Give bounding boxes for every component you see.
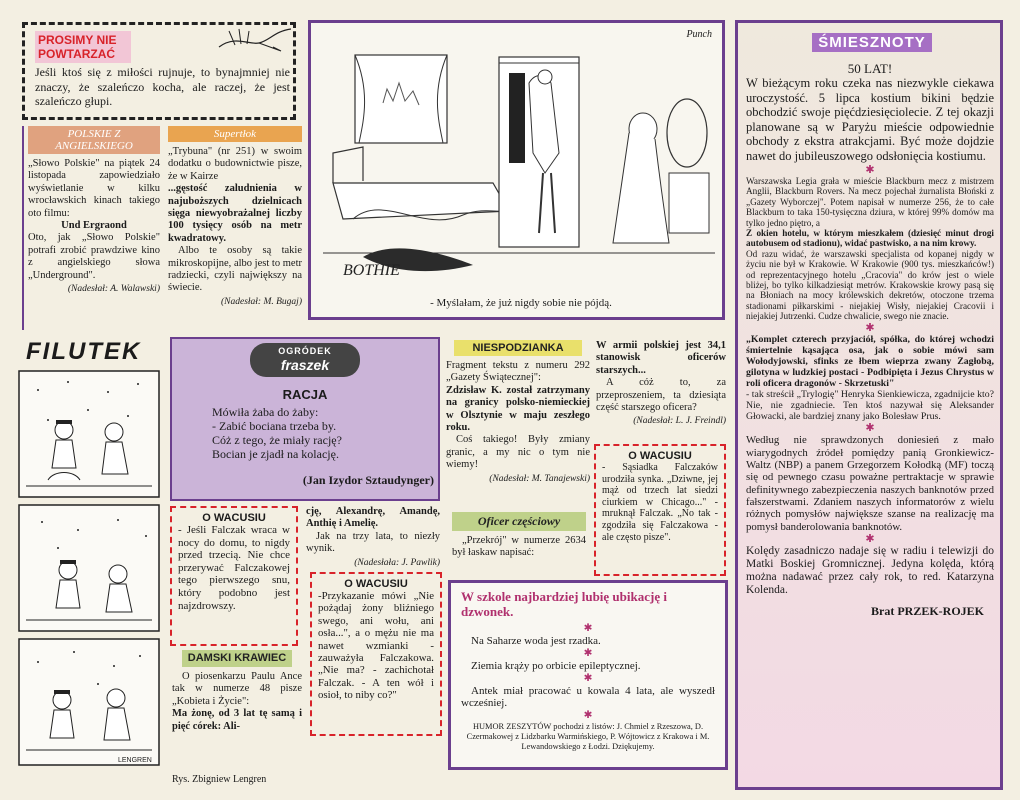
- filutek-panel-2: [18, 504, 160, 632]
- poem-line: Cóż z tego, że miały rację?: [212, 433, 342, 447]
- filutek-panel-3: [18, 638, 160, 766]
- niespodzianka-text1: Fragment tekstu z numeru 292 „Gazety Świątecznej":: [446, 360, 590, 384]
- supertlok-text2: Albo te osoby są takie mikroskopijne, albo jest to metr radziecki, czyli największy na świecie.: [168, 245, 302, 294]
- polskie-column: [22, 126, 160, 330]
- filutek-artist-sig: LENGREN: [118, 757, 152, 764]
- oficer-title: Oficer częściowy: [452, 512, 586, 531]
- supertlok-title: Supertłok: [168, 126, 302, 142]
- szkola-item: Ziemia krąży po orbicie epileptycznej.: [471, 660, 641, 673]
- bird-illustration-icon: [215, 25, 295, 59]
- polskie-title: POLSKIE Z ANGIELSKIEGO: [28, 126, 160, 154]
- supertlok-column: [168, 126, 302, 332]
- smiesznoty-star-3: ✱: [865, 422, 875, 435]
- cartoon-illustration: [323, 43, 715, 283]
- ogrodek-author: (Jan Izydor Sztaudynger): [302, 473, 434, 487]
- smiesznoty-p1: W bieżącym roku czeka nas niezwykle ciekawa uroczystość. 5 lipca kostium bikini będzie obchodzić swoje pięćdziesięciolecie. Z tej okazji planowane są w Paryżu mieście odpowiednie obchody z ekstra atrakcjami. Być może dojdzie nawet do jubileuszowego odsłonięcia kostiumu.: [746, 76, 994, 163]
- poem-line: Mówiła żaba do żaby:: [212, 405, 319, 419]
- szkola-item: Na Saharze woda jest rzadka.: [471, 635, 601, 648]
- szkola-star: ✱: [583, 709, 593, 721]
- wacusiu-a-text: - Sąsiadka Falczaków urodziła synka. „Dziwne, jej mąż od trzech lat siedzi ciurkiem w Chicago..." - mruknął Falczak. „No tak - zgodziła się Falczakowa - ale często pisze".: [602, 462, 718, 543]
- smiesznoty-p3: - tak streścił „Trylogię" Henryka Sienkiewicza, zgadnijcie kto? Nie, nie zgadniecie. Ten ktoś nazywał się Aleksander Głowacki, ale bardziej znany jako Bolesław Prus.: [746, 389, 994, 423]
- anance-text2: Jak na trzy lata, to niezły wynik.: [306, 530, 440, 555]
- niespodzianka-sig: (Nadesłał: M. Tanajewski): [489, 473, 590, 484]
- niespodzianka-bold: Zdzisław K. został zatrzymany na granicy polsko-niemieckiej w Olsztynie w maju zeszłego roku.: [446, 384, 590, 434]
- wacusiu-b-box: [170, 506, 298, 646]
- supertlok-bold: ...gęstość zaludnienia w najuboższych dzielnicach sięga niewyobrażalnej liczby 100 tysięcy osób na metr kwadratowy.: [168, 183, 302, 244]
- cartoon-signature: BOTHIE: [343, 262, 400, 279]
- szkola-footer: HUMOR ZESZYTÓW pochodzi z listów: J. Chmiel z Rzeszowa, D. Czermakowej z Lidzbarku Warmińskiego, P. Wójtowicz z Krakowa i M. Lewandowskiego z Łodzi. Dziękujemy.: [466, 722, 710, 751]
- wacusiu-b-text: - Jeśli Falczak wraca w nocy do domu, to nigdy przed trzecią. Nie chce przerywać Falczakowej tego pierwszego snu, który podobno jest najzdrowszy.: [178, 524, 290, 612]
- niespodzianka-text2: Coś takiego! Były zmiany granic, a my nic o tym nie wiemy!: [446, 434, 590, 471]
- szkola-star: ✱: [583, 647, 593, 659]
- szkola-star: ✱: [583, 623, 593, 634]
- polskie-text1: „Słowo Polskie" na piątek 24 listopada zapowiedziało wyświetlanie w kilku wrocławskich kinach takiego oto filmu:: [28, 158, 160, 219]
- cartoon-frame: [308, 20, 725, 320]
- polskie-sig: (Nadesłał: A. Walawski): [67, 284, 160, 295]
- cartoon-caption: - Myślałam, że już nigdy sobie nie pójdą.: [430, 297, 612, 309]
- poem-line: Bocian je zjadł na kolację.: [212, 447, 339, 461]
- smiesznoty-star-1: ✱: [865, 163, 875, 176]
- smiesznoty-title: ŚMIESZNOTY: [812, 33, 932, 52]
- oficer-text: „Przekrój" w numerze 2634 był łaskaw napisać:: [452, 535, 586, 559]
- smiesznoty-p2-end: Od razu widać, że warszawski specjalista od kopanej nigdy w życiu nie był w Krakowie. W Krakowie (900 tys. mieszkańców!) od reprezentacyjnego hotelu „Cracovia" do krów jest o wiele bliżej, bo tylko kilkadziesiąt metrów. Krakowskie krowy pasą się na Błoniach na mocy królewskich dekretów, otoczone trzema stadionami piłkarskimi - niejakiej Wisły, niejakiej Cracovii i niejakiej Jutrzenki. Cudze chwalicie, swego nie znacie.: [746, 248, 994, 322]
- wacusiu-c-text: -Przykazanie mówi „Nie pożądaj żony bliźniego swego, ani wołu, ani osła...", a o mężu nie ma nawet wzmianki - zauważyła Falczakowa. „Nie ma? - zachichotał Falczak. - A ten wół i osioł, to niby co?": [318, 590, 434, 702]
- szkola-star: ✱: [583, 672, 593, 684]
- anance-text: cję, Alexandrę, Amandę, Anthię i Amelię.: [306, 506, 440, 530]
- polskie-film: Und Ergraond: [61, 220, 127, 232]
- smiesznoty-p3-bold: „Komplet czterech przyjaciół, spółka, do której wchodzi śmiertelnie kąsająca osa, jak o sobie mówi sam Wołodyjowski, sfinks ze łbem wieprza zwany Zagłobą, gilotyna w ludzkiej postaci - Podbipięta i Jezus Chrystus w roli oficera dragonów - Skrzetuski": [746, 334, 994, 390]
- smiesznoty-star-4: ✱: [865, 532, 875, 545]
- ogrodek-badge: [250, 343, 360, 377]
- oficer-column: [452, 512, 586, 572]
- smiesznoty-p4: Według nie sprawdzonych doniesień z mało wiarygodnych źródeł pomiędzy panią Gronkiewicz-Waltz (NBP) a panem Grzegorzem Kołodką (MF) toczą się od pewnego czasu poważne pertraktacje w sprawie definitywnego zabezpieczenia naszych banknotów przed fałszerstwami. Zdaniem naszych informatorów z wielu różnych pomysłów największe szanse na realizację ma pomysł banderolowania banknotów.: [746, 434, 994, 533]
- wacusiu-c-title: O WACUSIU: [344, 578, 408, 590]
- supertlok-text1: „Trybuna" (nr 251) w swoim dodatku o budownictwie pisze, że w Kairze: [168, 146, 302, 182]
- szkola-box: [448, 580, 728, 770]
- wacusiu-b-title: O WACUSIU: [202, 512, 266, 524]
- krawiec-bold: Ma żonę, od 3 lat tę samą i pięć córek: Ali-: [172, 708, 302, 732]
- prosimy-box: [22, 22, 296, 120]
- smiesznoty-p5: Kolędy zasadniczo nadaje się w radiu i telewizji do Matki Boskiej Gromnicznej. Jedyna kolęda, którą można nadawać przez cały rok, to red. Katarzyna Kolenda.: [746, 545, 994, 597]
- ogrodek-badge-bottom: fraszek: [280, 357, 330, 373]
- smiesznoty-p1-lead: 50 LAT!: [847, 61, 893, 76]
- cartoon-credit: Punch: [686, 29, 712, 40]
- szkola-title: W szkole najbardziej lubię ubikację i dzwonek.: [461, 589, 667, 619]
- krawiec-text: O piosenkarzu Paulu Ance tak w numerze 48 pisze „Kobieta i Życie":: [172, 671, 302, 707]
- ogrodek-box: [170, 337, 440, 501]
- niespodzianka-title: NIESPODZIANKA: [454, 340, 582, 356]
- anance-column: [306, 506, 440, 566]
- smiesznoty-body: [746, 61, 994, 618]
- smiesznoty-sig: Brat PRZEK-ROJEK: [871, 604, 984, 619]
- niespodzianka-column: [446, 340, 590, 508]
- prosimy-text: Jeśli ktoś się z miłości rujnuje, to bynajmniej nie znaczy, że szaleńczo kocha, ale raczej, że jest szaleńczo głupi.: [35, 65, 290, 108]
- armia-column: [596, 340, 726, 440]
- armia-sig: (Nadesłał: L. J. Freindl): [633, 416, 726, 427]
- smiesznoty-p2: Warszawska Legia grała w mieście Blackburn mecz z mistrzem Anglii, Blackburn Rovers. Na mecz pojechał żurnalista Błoński z „Gazety Wyborczej". Potem napisał w numerze 256, że to całe Blackburn to taka 150-tysięczna dziura, w której 99% domów ma tylko jedno piętro, a: [746, 175, 994, 228]
- krawiec-title: DAMSKI KRAWIEC: [182, 650, 292, 667]
- ogrodek-poem: [212, 405, 412, 461]
- supertlok-sig: (Nadesłał: M. Bugaj): [220, 296, 302, 307]
- smiesznoty-panel: [735, 20, 1003, 790]
- smiesznoty-star-2: ✱: [865, 321, 875, 334]
- anance-sig: (Nadesłała: J. Pawlik): [354, 557, 440, 568]
- filutek-panel-1: [18, 370, 160, 498]
- filutek-credit: Rys. Zbigniew Lengren: [172, 774, 267, 785]
- wacusiu-a-box: [594, 444, 726, 576]
- krawiec-column: [172, 650, 302, 768]
- smiesznoty-p2-bold: Z okien hotelu, w którym mieszkałem (dziesięć minut drogi autobusem od stadionu), widać pastwisko, a na nim krowy.: [746, 228, 994, 249]
- poem-line: - Zabić bociana trzeba by.: [212, 419, 337, 433]
- armia-bold: W armii polskiej jest 34,1 stanowisk oficerów starszych...: [596, 340, 726, 376]
- wacusiu-a-title: O WACUSIU: [628, 450, 692, 462]
- wacusiu-c-box: [310, 572, 442, 736]
- polskie-text2: Oto, jak „Słowo Polskie" potrafi zrobić prawdziwe kino z angielskiego słowa „Underground".: [28, 232, 160, 281]
- ogrodek-title: RACJA: [282, 387, 328, 402]
- ogrodek-badge-top: OGRÓDEK: [278, 346, 332, 356]
- armia-text: A cóż to, za przeproszeniem, ta dziesiąta część starszego oficera?: [596, 377, 726, 414]
- filutek-title: FILUTEK: [26, 338, 142, 365]
- prosimy-title: PROSIMY NIE POWTARZAĆ: [35, 31, 131, 63]
- szkola-item: Antek miał pracować u kowala 4 lata, ale wyszedł wcześniej.: [461, 685, 715, 710]
